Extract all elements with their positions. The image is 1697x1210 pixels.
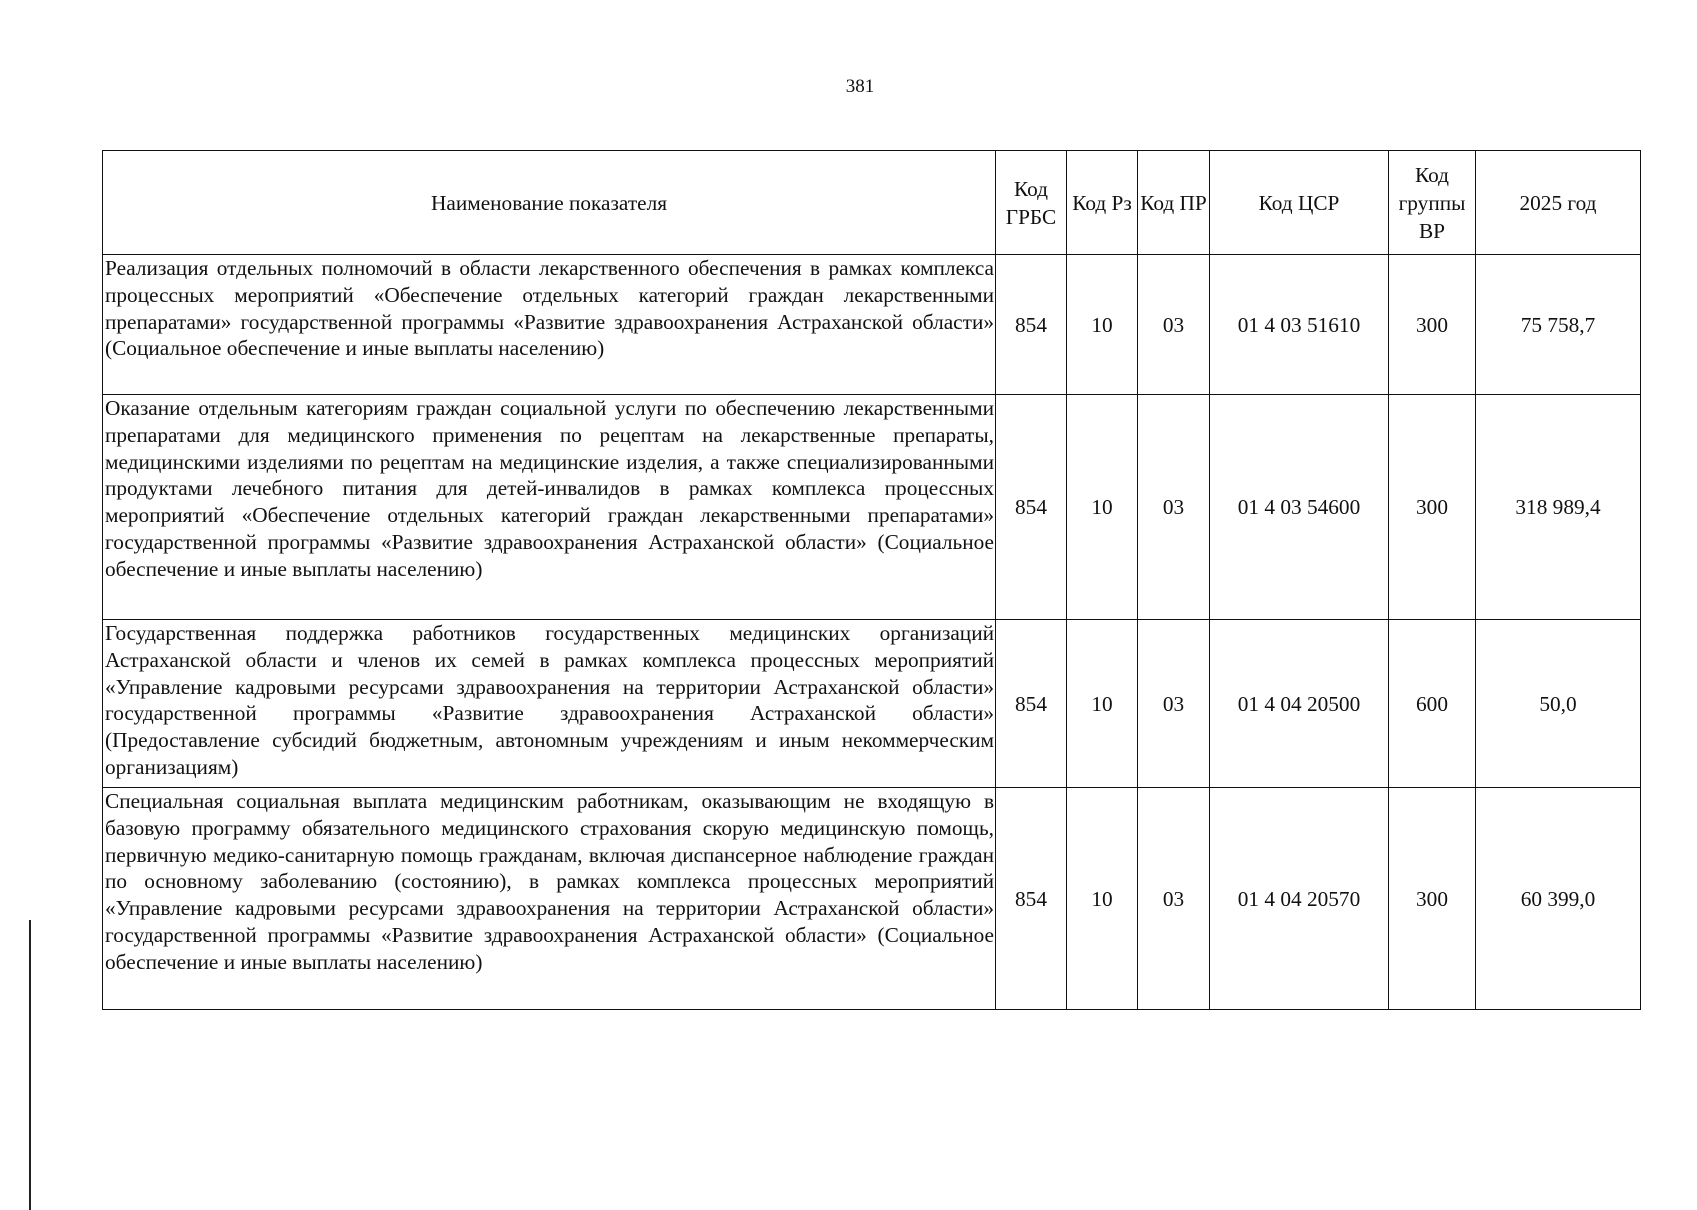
- header-vr-group-code: Код группы ВР: [1389, 151, 1476, 255]
- page-number: 381: [845, 76, 875, 97]
- amount-2025-cell: 318 989,4: [1476, 395, 1641, 620]
- vr-code-cell: 300: [1389, 395, 1476, 620]
- rz-code-cell: 10: [1067, 620, 1138, 788]
- grbs-code-cell: 854: [996, 395, 1067, 620]
- grbs-code-cell: 854: [996, 620, 1067, 788]
- table-row: [103, 620, 1641, 788]
- amount-2025-cell: 50,0: [1476, 620, 1641, 788]
- margin-line: [29, 920, 31, 1210]
- header-year-2025: 2025 год: [1476, 151, 1641, 255]
- table-header-row: [103, 151, 1641, 255]
- header-csr-code: Код ЦСР: [1210, 151, 1389, 255]
- header-rz-code: Код Рз: [1067, 151, 1138, 255]
- indicator-name-cell: Оказание отдельным категориям граждан социальной услуги по обеспечению лекарственными препаратами для медицинского применения по рецептам на лекарственные препараты, медицинскими изделиями по рецептам на медицинские изделия, а также специализированными продуктами лечебного питания для детей-инвалидов в рамках комплекса процессных мероприятий «Обеспечение отдельных категорий граждан лекарственными препаратами» государственной программы «Развитие здравоохранения Астраханской области» (Социальное обеспечение и иные выплаты населению): [103, 395, 996, 620]
- table-row: [103, 788, 1641, 1010]
- header-pr-code: Код ПР: [1138, 151, 1210, 255]
- rz-code-cell: 10: [1067, 255, 1138, 395]
- indicator-name-cell: Государственная поддержка работников государственных медицинских организаций Астраханской области и членов их семей в рамках комплекса процессных мероприятий «Управление кадровыми ресурсами здравоохранения на территории Астраханской области» государственной программы «Развитие здравоохранения Астраханской области» (Предоставление субсидий бюджетным, автономным учреждениям и иным некоммерческим организациям): [103, 620, 996, 788]
- grbs-code-cell: 854: [996, 255, 1067, 395]
- budget-table: [102, 150, 1641, 1010]
- amount-2025-cell: 60 399,0: [1476, 788, 1641, 1010]
- table-row: [103, 395, 1641, 620]
- amount-2025-cell: 75 758,7: [1476, 255, 1641, 395]
- rz-code-cell: 10: [1067, 395, 1138, 620]
- vr-code-cell: 300: [1389, 788, 1476, 1010]
- rz-code-cell: 10: [1067, 788, 1138, 1010]
- csr-code-cell: 01 4 03 54600: [1210, 395, 1389, 620]
- pr-code-cell: 03: [1138, 395, 1210, 620]
- csr-code-cell: 01 4 04 20570: [1210, 788, 1389, 1010]
- vr-code-cell: 600: [1389, 620, 1476, 788]
- header-indicator-name: Наименование показателя: [103, 151, 996, 255]
- grbs-code-cell: 854: [996, 788, 1067, 1010]
- indicator-name-cell: Специальная социальная выплата медицинским работникам, оказывающим не входящую в базовую программу обязательного медицинского страхования скорую медицинскую помощь, первичную медико-санитарную помощь гражданам, включая диспансерное наблюдение граждан по основному заболеванию (состоянию), в рамках комплекса процессных мероприятий «Управление кадровыми ресурсами здравоохранения на территории Астраханской области» государственной программы «Развитие здравоохранения Астраханской области» (Социальное обеспечение и иные выплаты населению): [103, 788, 996, 1010]
- csr-code-cell: 01 4 03 51610: [1210, 255, 1389, 395]
- indicator-name-cell: Реализация отдельных полномочий в области лекарственного обеспечения в рамках комплекса процессных мероприятий «Обеспечение отдельных категорий граждан лекарственными препаратами» государственной программы «Развитие здравоохранения Астраханской области» (Социальное обеспечение и иные выплаты населению): [103, 255, 996, 395]
- csr-code-cell: 01 4 04 20500: [1210, 620, 1389, 788]
- header-grbs-code: Код ГРБС: [996, 151, 1067, 255]
- pr-code-cell: 03: [1138, 788, 1210, 1010]
- pr-code-cell: 03: [1138, 620, 1210, 788]
- vr-code-cell: 300: [1389, 255, 1476, 395]
- table-row: [103, 255, 1641, 395]
- pr-code-cell: 03: [1138, 255, 1210, 395]
